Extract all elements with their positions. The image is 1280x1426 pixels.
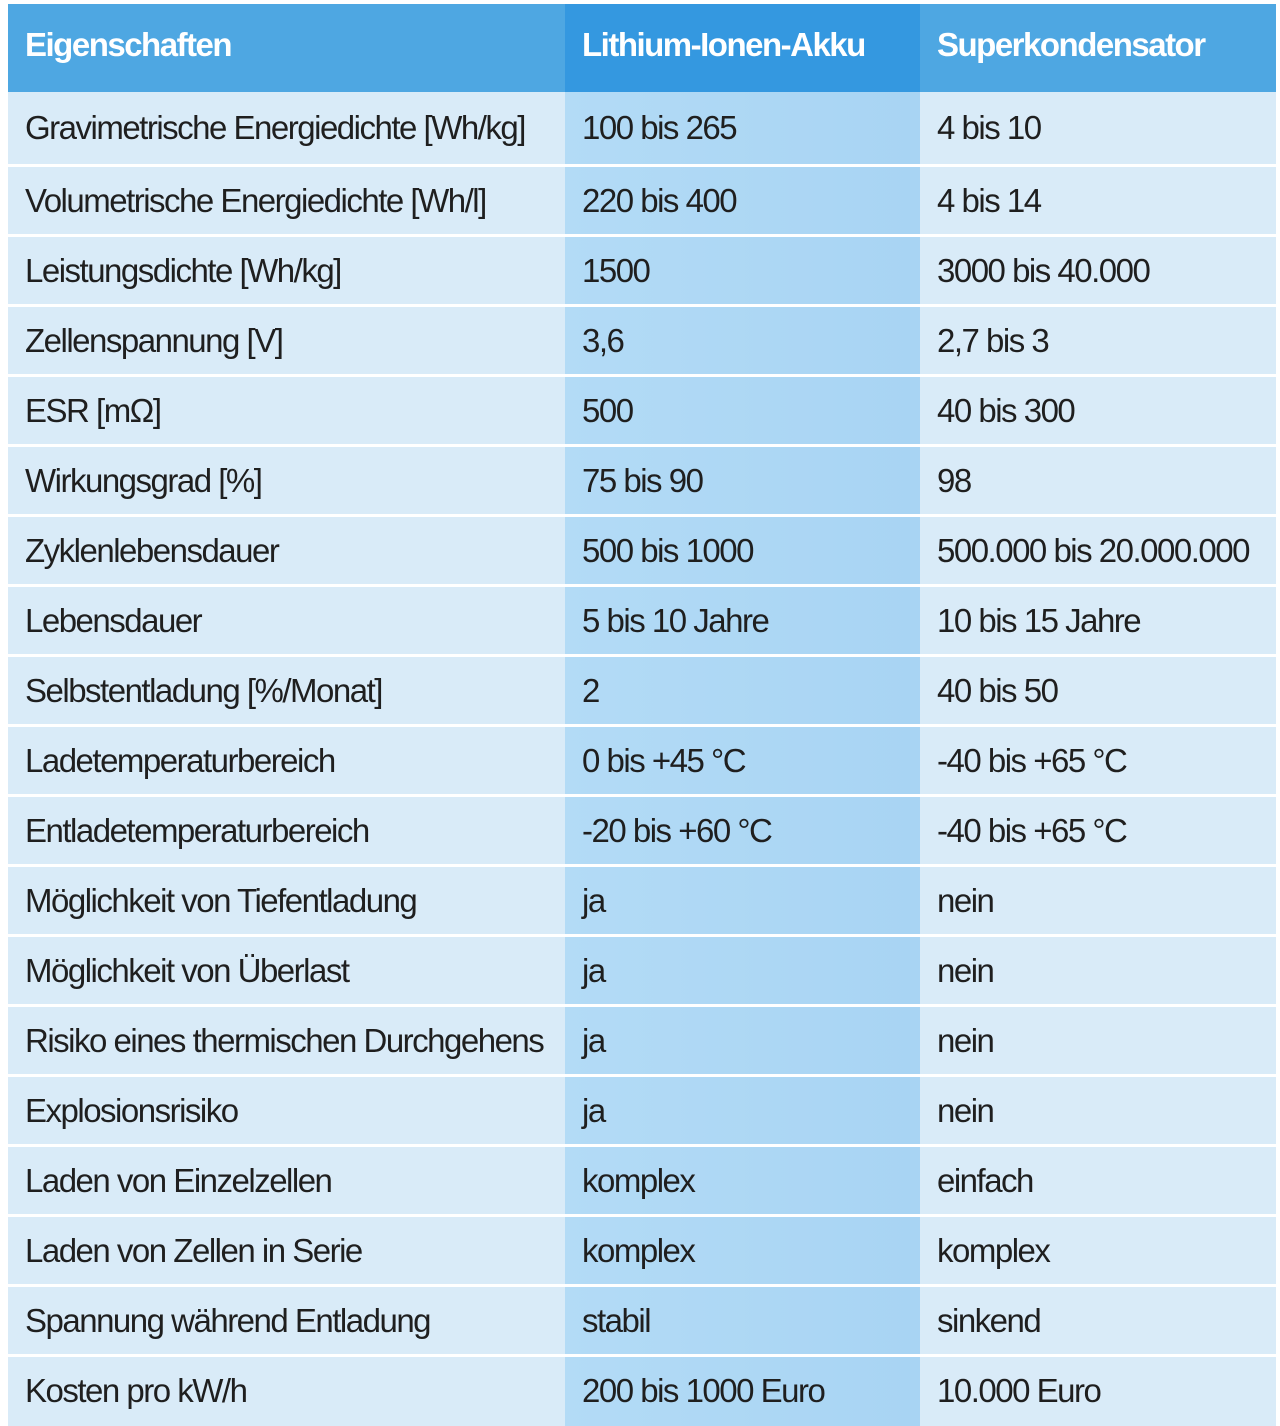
property-cell: Ladetemperaturbereich [8, 726, 565, 796]
lithium-ionen-akku-cell: 100 bis 265 [565, 92, 920, 166]
superkondensator-cell: nein [920, 936, 1276, 1006]
superkondensator-cell: 10 bis 15 Jahre [920, 586, 1276, 656]
lithium-ionen-akku-cell: 220 bis 400 [565, 166, 920, 236]
comparison-table-container [8, 4, 1276, 1426]
table-row [8, 1006, 1276, 1076]
lithium-ionen-akku-cell: 200 bis 1000 Euro [565, 1356, 920, 1426]
superkondensator-cell: einfach [920, 1146, 1276, 1216]
property-cell: Volumetrische Energiedichte [Wh/l] [8, 166, 565, 236]
superkondensator-cell: 98 [920, 446, 1276, 516]
superkondensator-cell: 4 bis 14 [920, 166, 1276, 236]
superkondensator-cell: -40 bis +65 °C [920, 796, 1276, 866]
lithium-ionen-akku-cell: 1500 [565, 236, 920, 306]
table-row [8, 376, 1276, 446]
table-row [8, 1286, 1276, 1356]
superkondensator-cell: 40 bis 50 [920, 656, 1276, 726]
table-row [8, 866, 1276, 936]
superkondensator-cell: -40 bis +65 °C [920, 726, 1276, 796]
superkondensator-cell: 40 bis 300 [920, 376, 1276, 446]
property-cell: Explosionsrisiko [8, 1076, 565, 1146]
superkondensator-cell: nein [920, 1006, 1276, 1076]
header-row [8, 4, 1276, 92]
superkondensator-cell: 10.000 Euro [920, 1356, 1276, 1426]
property-cell: Zellenspannung [V] [8, 306, 565, 376]
superkondensator-cell: 2,7 bis 3 [920, 306, 1276, 376]
property-cell: Laden von Zellen in Serie [8, 1216, 565, 1286]
table-row [8, 1146, 1276, 1216]
table-row [8, 92, 1276, 166]
table-header [8, 4, 1276, 92]
lithium-ionen-akku-cell: 500 [565, 376, 920, 446]
property-cell: Risiko eines thermischen Durchgehens [8, 1006, 565, 1076]
property-cell: Lebensdauer [8, 586, 565, 656]
comparison-table [8, 4, 1276, 1426]
lithium-ionen-akku-cell: komplex [565, 1146, 920, 1216]
property-cell: Gravimetrische Energiedichte [Wh/kg] [8, 92, 565, 166]
superkondensator-cell: 4 bis 10 [920, 92, 1276, 166]
property-cell: Entladetemperaturbereich [8, 796, 565, 866]
lithium-ionen-akku-cell: stabil [565, 1286, 920, 1356]
table-row [8, 516, 1276, 586]
property-cell: Kosten pro kW/h [8, 1356, 565, 1426]
table-body [8, 92, 1276, 1426]
table-row [8, 446, 1276, 516]
property-cell: ESR [mΩ] [8, 376, 565, 446]
table-row [8, 726, 1276, 796]
lithium-ionen-akku-cell: komplex [565, 1216, 920, 1286]
table-row [8, 306, 1276, 376]
lithium-ionen-akku-cell: -20 bis +60 °C [565, 796, 920, 866]
header-lithium-ionen-akku: Lithium-Ionen-Akku [565, 4, 920, 92]
header-eigenschaften: Eigenschaften [8, 4, 565, 92]
header-superkondensator: Superkondensator [920, 4, 1276, 92]
table-row [8, 656, 1276, 726]
table-row [8, 796, 1276, 866]
superkondensator-cell: 3000 bis 40.000 [920, 236, 1276, 306]
property-cell: Zyklenlebensdauer [8, 516, 565, 586]
property-cell: Leistungsdichte [Wh/kg] [8, 236, 565, 306]
table-row [8, 1356, 1276, 1426]
property-cell: Spannung während Entladung [8, 1286, 565, 1356]
superkondensator-cell: nein [920, 1076, 1276, 1146]
superkondensator-cell: sinkend [920, 1286, 1276, 1356]
property-cell: Wirkungsgrad [%] [8, 446, 565, 516]
table-row [8, 1216, 1276, 1286]
table-row [8, 236, 1276, 306]
lithium-ionen-akku-cell: ja [565, 1076, 920, 1146]
property-cell: Möglichkeit von Tiefentladung [8, 866, 565, 936]
lithium-ionen-akku-cell: ja [565, 866, 920, 936]
table-row [8, 166, 1276, 236]
table-row [8, 586, 1276, 656]
superkondensator-cell: 500.000 bis 20.000.000 [920, 516, 1276, 586]
table-row [8, 936, 1276, 1006]
lithium-ionen-akku-cell: 5 bis 10 Jahre [565, 586, 920, 656]
property-cell: Möglichkeit von Überlast [8, 936, 565, 1006]
superkondensator-cell: komplex [920, 1216, 1276, 1286]
superkondensator-cell: nein [920, 866, 1276, 936]
lithium-ionen-akku-cell: 0 bis +45 °C [565, 726, 920, 796]
lithium-ionen-akku-cell: 3,6 [565, 306, 920, 376]
table-row [8, 1076, 1276, 1146]
lithium-ionen-akku-cell: ja [565, 936, 920, 1006]
lithium-ionen-akku-cell: 2 [565, 656, 920, 726]
property-cell: Laden von Einzelzellen [8, 1146, 565, 1216]
property-cell: Selbstentladung [%/Monat] [8, 656, 565, 726]
lithium-ionen-akku-cell: ja [565, 1006, 920, 1076]
lithium-ionen-akku-cell: 75 bis 90 [565, 446, 920, 516]
lithium-ionen-akku-cell: 500 bis 1000 [565, 516, 920, 586]
